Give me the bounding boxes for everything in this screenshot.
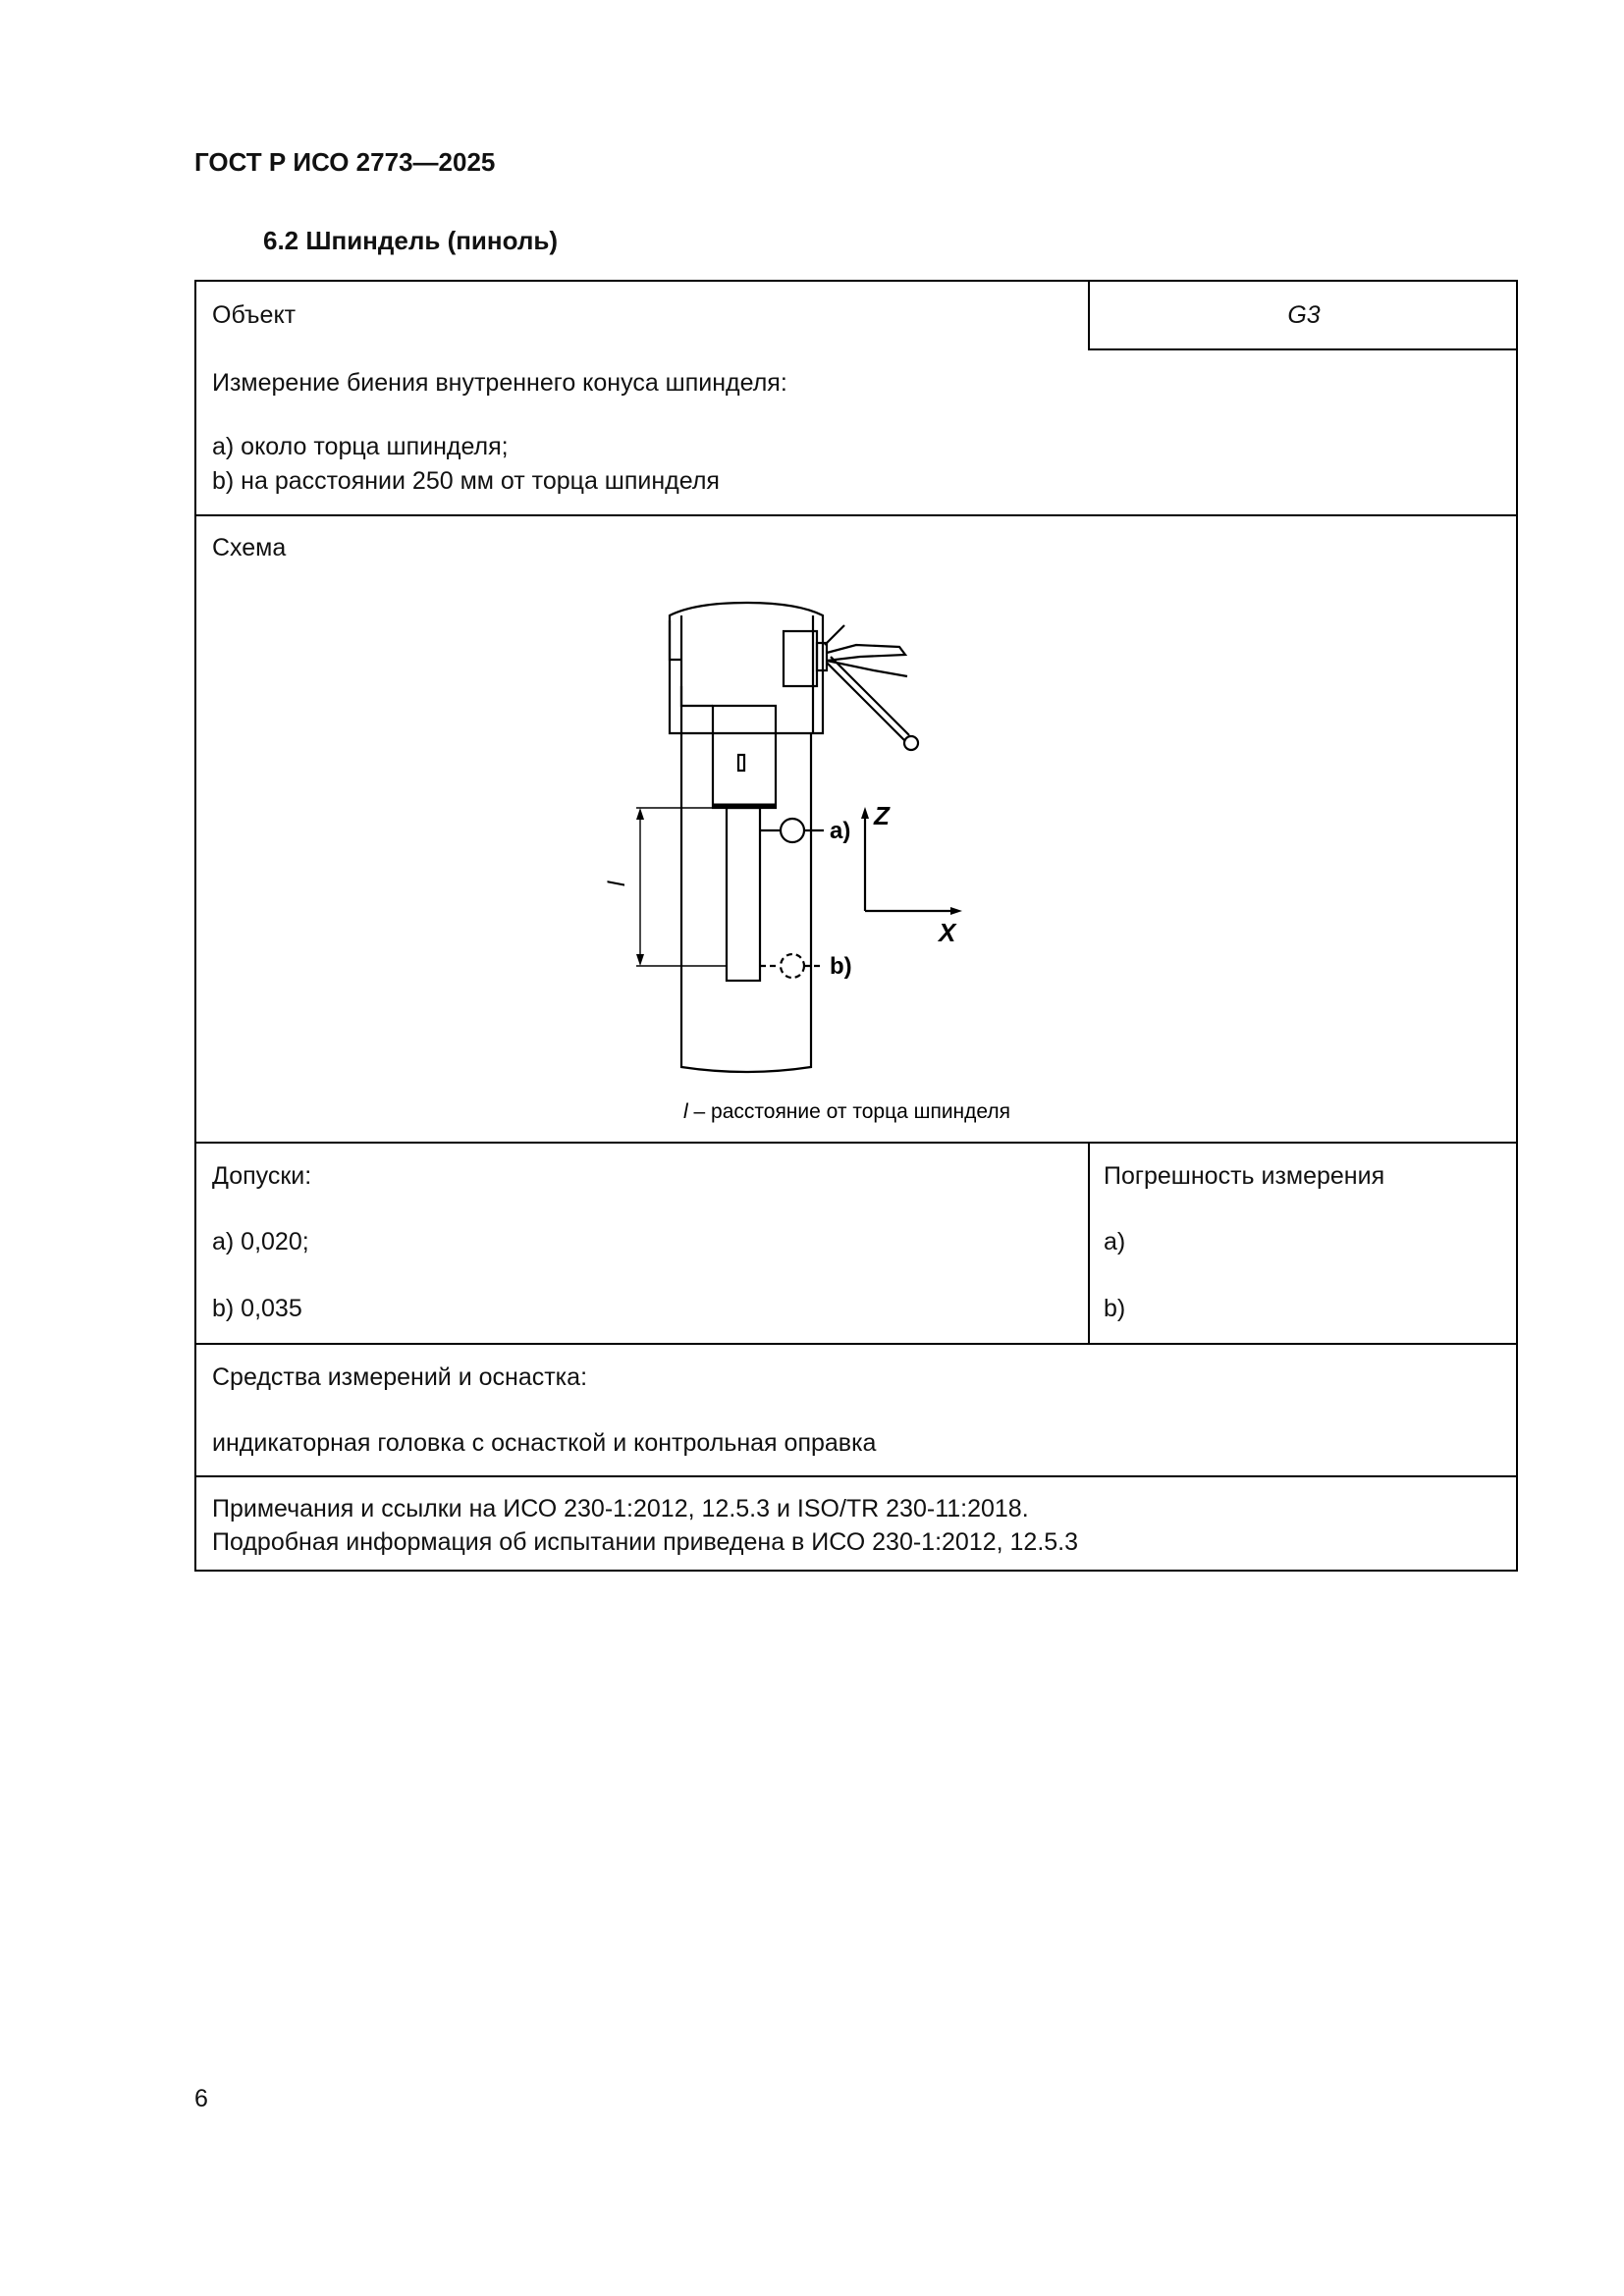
object-label: Объект [212,301,297,329]
dimension-arrow-top [636,808,644,820]
point-b-label: b) [830,953,852,980]
schema-caption [683,1100,1010,1123]
handle-top [827,645,905,661]
tolerance-divider [1088,1142,1090,1343]
spindle-head [670,603,823,733]
caption-text: – расстояние от торца шпинделя [687,1100,1011,1123]
object-item-a: a) около торца шпинделя; [212,433,509,460]
notes-line-1: Примечания и ссылки на ИСО 230-1:2012, 12.5.3 и ISO/TR 230-11:2018. [212,1495,1029,1522]
measurement-error-label: Погрешность измерения [1104,1162,1385,1190]
z-axis-label: Z [874,801,890,830]
dimension-arrow-bottom [636,954,644,966]
handle-small [825,625,844,645]
test-card [194,280,1518,1572]
test-mandrel [727,808,760,981]
spindle-slot [738,755,744,771]
divider-tolerances [196,1142,1516,1144]
object-code-text: G3 [1287,301,1321,329]
page-number: 6 [194,2085,208,2112]
lever-knob [904,736,918,750]
indicator-b [781,954,804,978]
tolerance-a: a) 0,020; [212,1228,309,1255]
indicator-a [781,819,804,842]
point-a-label: a) [830,818,851,844]
lever-arm-2 [831,657,909,735]
caption-symbol: l [683,1100,688,1123]
schema-label: Схема [212,534,287,561]
x-axis-label: X [939,918,956,947]
instruments-label: Средства измерений и оснастка: [212,1363,588,1391]
instruments-text: индикаторная головка с оснасткой и контрольная оправка [212,1429,877,1457]
tolerance-b: b) 0,035 [212,1295,302,1322]
document-code: ГОСТ Р ИСО 2773—2025 [194,147,496,177]
divider-instruments [196,1343,1516,1345]
object-description: Измерение биения внутреннего конуса шпинделя: [212,369,787,397]
divider-notes [196,1475,1516,1477]
section-title: 6.2 Шпиндель (пиноль) [263,226,559,255]
z-axis-arrow [861,807,869,819]
tolerances-label: Допуски: [212,1162,312,1190]
notes-line-2: Подробная информация об испытании приведена в ИСО 230-1:2012, 12.5.3 [212,1528,1079,1556]
object-item-b: b) на расстоянии 250 мм от торца шпинделя [212,467,720,495]
x-axis-arrow [950,907,962,915]
measurement-error-a: a) [1104,1228,1126,1255]
measurement-error-b: b) [1104,1295,1126,1322]
dimension-label: l [604,881,630,886]
head-cavity [681,686,713,706]
quill-body [681,733,811,1072]
